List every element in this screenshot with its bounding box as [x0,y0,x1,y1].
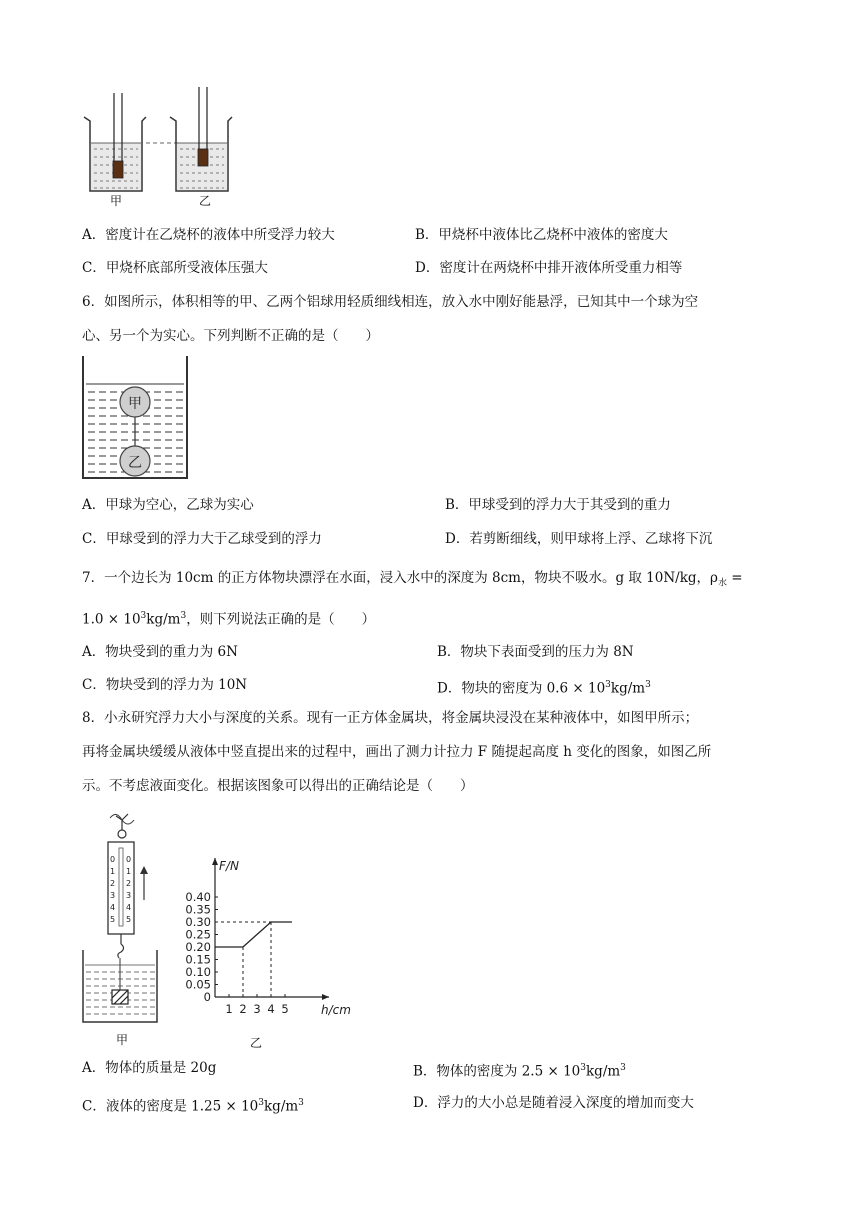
fig-suspended-balls [80,354,192,484]
svg-text:3: 3 [126,891,132,900]
fig8-label-b: 乙 [250,1036,263,1050]
svg-text:5: 5 [110,915,116,924]
x-tick-label: 5 [281,1002,289,1016]
q8-stem-line3: 示。不考虑液面变化。根据该图象可以得出的正确结论是（ ） [82,778,474,794]
svg-text:2: 2 [110,879,116,888]
series-line [215,922,292,947]
svg-text:0: 0 [126,855,132,864]
y-tick-label: 0.05 [185,977,211,992]
y-tick-label: 0.40 [185,890,211,904]
q8-option-a: A．物体的质量是 20g [82,1060,217,1076]
fig8-label-a: 甲 [116,1033,129,1047]
q8-option-c: C．液体的密度是 $1.25 \times 10^3kg/m^3$ [82,1098,304,1115]
x-tick-label: 4 [267,1002,275,1016]
q6-stem-line1: 6．如图所示，体积相等的甲、乙两个铝球用轻质细线相连，放入水中刚好能悬浮，已知其中一个球为空 [82,294,699,310]
x-axis-arrow [322,994,329,1000]
fig5-label-a: 甲 [110,194,123,208]
q8-stem-line1: 8．小永研究浮力大小与深度的关系。现有一正方体金属块，将金属块浸没在某种液体中，如图甲所示； [82,710,699,726]
svg-text:5: 5 [126,915,132,924]
q6-stem-line2: 心、另一个为实心。下列判断不正确的是（ ） [82,328,379,344]
svg-text:4: 4 [126,903,132,912]
y-tick-label: 0.25 [185,927,211,942]
fig5-label-b: 乙 [199,194,212,208]
y-tick-label: 0.10 [185,965,211,979]
q7-option-a: A．物块受到的重力为 6N [82,644,238,660]
q6-option-a: A．甲球为空心，乙球为实心 [82,497,254,513]
y-tick-label: 0.20 [185,940,211,954]
q6-option-c: C．甲球受到的浮力大于乙球受到的浮力 [82,531,322,547]
y-axis-label: F/N [219,859,239,873]
y-tick-label: 0.35 [185,902,211,917]
y-tick-label: 0.30 [185,915,211,929]
y-tick-label: 0.15 [185,952,211,967]
q5-option-d: D．密度计在两烧杯中排开液体所受重力相等 [415,260,683,276]
fig-beakers [80,85,250,210]
svg-text:0: 0 [110,855,116,864]
fig-spring-scale [80,812,165,1027]
svg-text:2: 2 [126,879,132,888]
q7-option-c: C．物块受到的浮力为 10N [82,677,248,693]
svg-text:1: 1 [126,867,132,876]
q7-option-d: D．物块的密度为 $0.6 \times 10^3kg/m^3$ [437,680,651,697]
beaker-b [170,87,232,191]
y-tick-label: 0 [203,990,211,1004]
q6-option-b: B．甲球受到的浮力大于其受到的重力 [445,497,671,513]
q5-option-b: B．甲烧杯中液体比乙烧杯中液体的密度大 [415,227,668,243]
x-tick-label: 3 [253,1002,261,1016]
ball-jia-label: 甲 [128,396,142,412]
x-tick-label: 1 [225,1002,233,1016]
q8-option-b: B．物体的密度为 $2.5 \times 10^3kg/m^3$ [413,1063,626,1080]
beaker-a [84,93,146,191]
svg-text:3: 3 [110,891,116,900]
rho-subscript: 水 [717,578,727,589]
q7-option-b: B．物块下表面受到的压力为 8N [437,644,634,660]
svg-text:4: 4 [110,903,116,912]
force-height-chart [175,852,351,1024]
q7-stem-line1: 7．一个边长为 10cm 的正方体物块漂浮在水面，浸入水中的深度为 8cm，物块不吸水。g 取 10N/kg，$\rho_水$ = [82,570,743,589]
q5-option-a: A．密度计在乙烧杯的液体中所受浮力较大 [82,227,335,243]
y-axis-arrow [212,858,218,865]
x-tick-label: 2 [239,1002,247,1016]
ball-yi-label: 乙 [128,455,142,471]
q8-stem-line2: 再将金属块缓缓从液体中竖直提出来的过程中，画出了测力计拉力 F 随提起高度 h 变化的图象，如图乙所 [82,744,712,760]
q5-option-c: C．甲烧杯底部所受液体压强大 [82,260,268,276]
x-axis-label: h/cm [321,1003,351,1017]
q8-option-d: D．浮力的大小总是随着浸入深度的增加而变大 [413,1095,694,1111]
svg-text:1: 1 [110,867,116,876]
q6-option-d: D．若剪断细线，则甲球将上浮、乙球将下沉 [445,531,713,547]
q7-stem-line2: $1.0 \times 10^3kg/m^3$，则下列说法正确的是（ ） [82,611,376,628]
